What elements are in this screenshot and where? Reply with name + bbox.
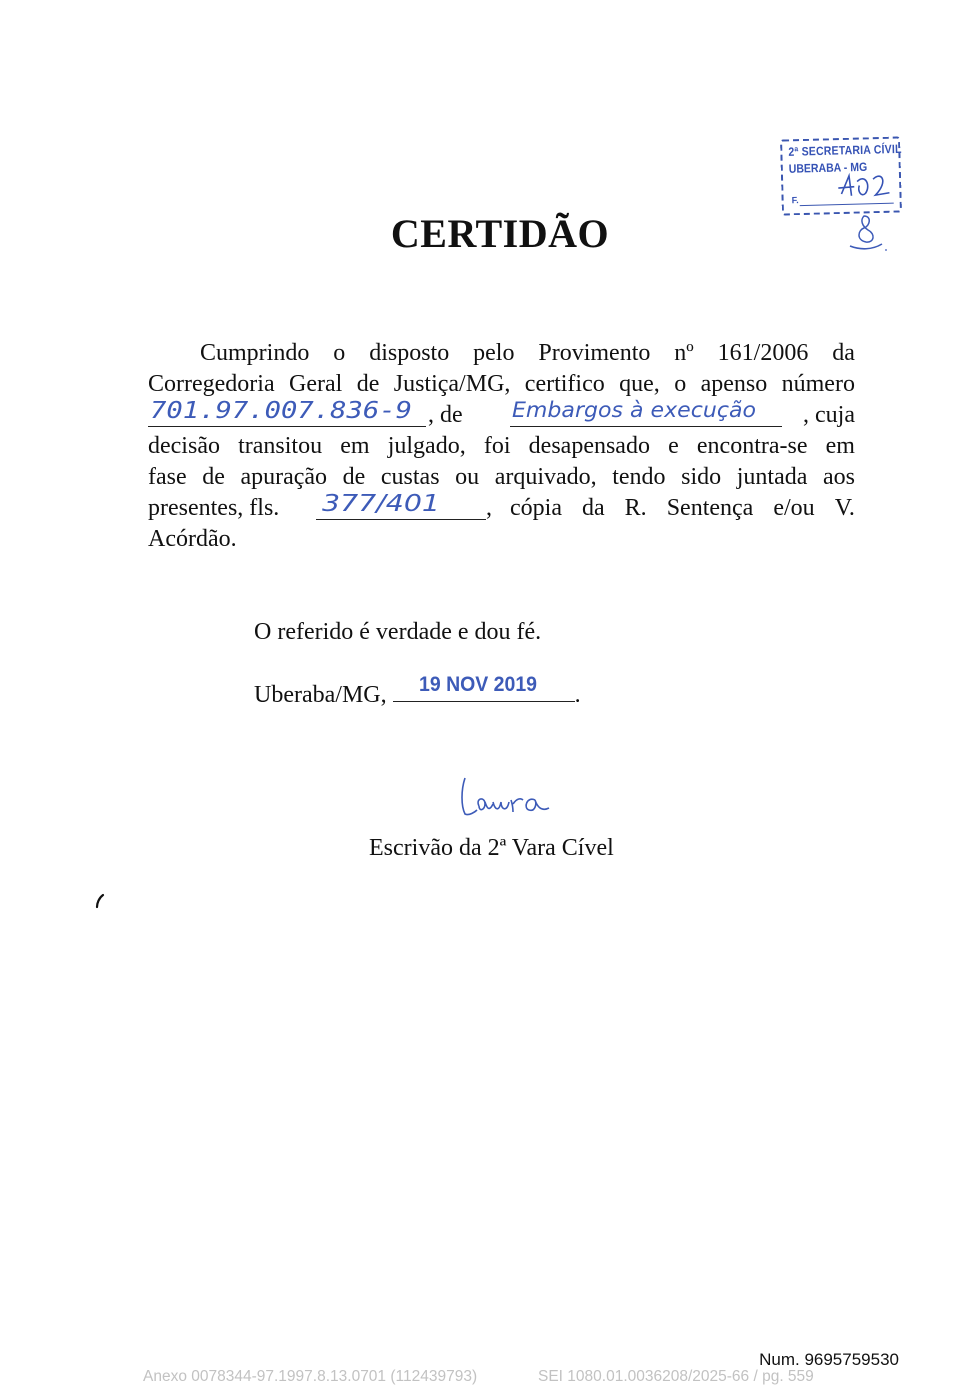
word: que, xyxy=(619,371,660,397)
signer-title: Escrivão da 2ª Vara Cível xyxy=(369,835,614,861)
place-date-line xyxy=(254,673,581,710)
action-type-handwritten xyxy=(510,392,782,426)
word: da xyxy=(582,495,605,521)
word: de xyxy=(342,464,366,490)
line-3-de: , de xyxy=(428,402,463,428)
word: ou xyxy=(455,464,480,490)
statement-text: O referido é verdade e dou fé. xyxy=(254,619,542,645)
line-6-tail xyxy=(510,493,855,523)
word: encontra-se xyxy=(696,433,808,459)
word: Justiça/MG, xyxy=(393,371,511,397)
word: o xyxy=(333,340,346,366)
word: foi xyxy=(483,433,511,459)
margin-tick-mark xyxy=(94,893,106,909)
word: arquivado, xyxy=(494,464,597,490)
word: Geral xyxy=(289,371,343,397)
document-number: Num. 9695759530 xyxy=(759,1350,899,1369)
word: sido xyxy=(681,464,722,490)
line-6-comma: , xyxy=(486,495,492,521)
svg-text:19 NOV 2019: 19 NOV 2019 xyxy=(418,673,537,696)
stamp-folio-handwritten xyxy=(835,169,892,200)
word: em xyxy=(825,433,855,459)
word: fase xyxy=(148,464,187,490)
word: 161/2006 xyxy=(717,340,809,366)
secretaria-stamp xyxy=(780,136,902,215)
body-line-1 xyxy=(200,338,855,368)
word: pelo xyxy=(473,340,515,366)
stamp-folio-line xyxy=(800,203,894,206)
word: cópia xyxy=(510,495,562,521)
signature xyxy=(455,772,555,824)
word: nº xyxy=(674,340,694,366)
date-stamp-handwritten xyxy=(393,667,575,701)
word: de xyxy=(356,371,380,397)
word: da xyxy=(832,340,855,366)
word: de xyxy=(202,464,225,490)
body-line-5 xyxy=(148,462,855,492)
word: Corregedoria xyxy=(148,371,275,397)
action-type-blank xyxy=(510,398,782,427)
word: Sentença xyxy=(666,495,754,521)
word: desapensado xyxy=(528,433,650,459)
sei-reference: SEI 1080.01.0036208/2025-66 / pg. 559 xyxy=(538,1368,814,1385)
word: custas xyxy=(380,464,440,490)
word: número xyxy=(781,371,855,397)
word: transitou xyxy=(238,433,323,459)
body-line-7: Acórdão. xyxy=(148,526,237,552)
stamp-secretaria-label: 2ª SECRETARIA CÍVIL xyxy=(788,142,902,160)
annex-reference: Anexo 0078344-97.1997.8.13.0701 (112439793) xyxy=(143,1368,478,1385)
word: Cumprindo xyxy=(200,340,310,366)
word: decisão xyxy=(148,433,220,459)
word: em xyxy=(340,433,370,459)
word: disposto xyxy=(369,340,450,366)
word: juntada xyxy=(736,464,808,490)
date-blank xyxy=(393,673,575,702)
word: aos xyxy=(822,464,855,490)
word: tendo xyxy=(612,464,666,490)
process-number-blank xyxy=(148,398,426,427)
word: Provimento xyxy=(538,340,651,366)
word: certifico xyxy=(524,371,605,397)
word: julgado, xyxy=(387,433,466,459)
svg-text:701.97.007.836-9: 701.97.007.836-9 xyxy=(150,398,412,424)
word: e/ou xyxy=(773,495,815,521)
place-end: . xyxy=(574,682,581,708)
process-number-handwritten xyxy=(148,392,426,426)
place-label: Uberaba/MG, xyxy=(254,682,393,708)
word: e xyxy=(668,433,679,459)
stamp-folio-label: F. xyxy=(791,195,799,206)
svg-text:377/401: 377/401 xyxy=(322,491,440,517)
word: o xyxy=(674,371,687,397)
pages-handwritten xyxy=(316,485,486,519)
pages-blank xyxy=(316,491,486,520)
word: apuração xyxy=(240,464,328,490)
line-6-presentes: presentes, fls. xyxy=(148,495,280,521)
word: V. xyxy=(834,495,855,521)
word: R. xyxy=(624,495,647,521)
svg-text:Embargos à execução: Embargos à execução xyxy=(512,398,756,422)
document-title: CERTIDÃO xyxy=(390,211,610,256)
word: apenso xyxy=(700,371,768,397)
body-line-4 xyxy=(148,431,855,461)
stamp-city-label: UBERABA - MG xyxy=(788,160,868,177)
line-3-cuja: , cuja xyxy=(803,402,855,428)
